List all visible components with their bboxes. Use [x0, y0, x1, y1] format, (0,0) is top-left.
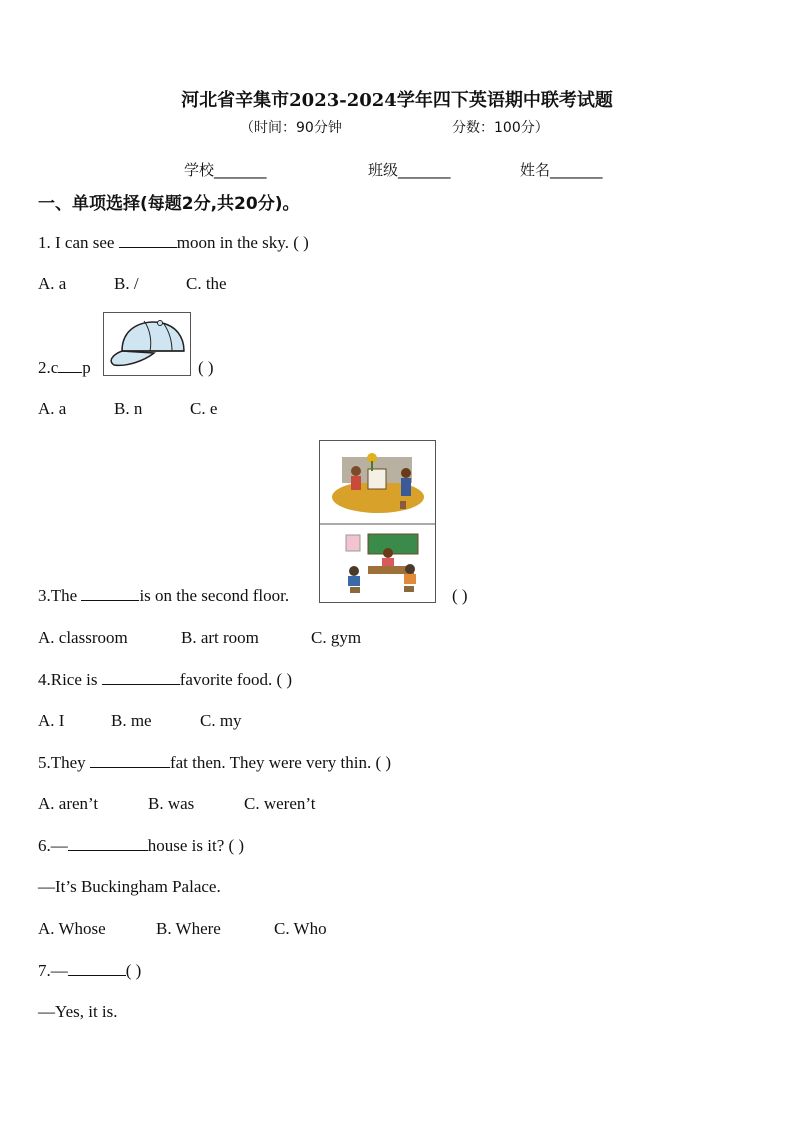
question-4: [38, 669, 292, 691]
question-6: [38, 835, 244, 857]
q2-paren: ( ): [198, 358, 214, 377]
question-1: [38, 232, 309, 254]
exam-title: 河北省辛集市2023-2024学年四下英语期中联考试题: [181, 90, 613, 111]
q3-images: [320, 441, 435, 602]
q3-blank: [81, 585, 139, 601]
q2-blank: [58, 357, 82, 373]
q6-options: [38, 918, 327, 940]
q5-text-a: 5.They: [38, 753, 90, 772]
cap-icon: [104, 313, 190, 375]
q5-option-a: A. aren’t: [38, 794, 99, 813]
q1-option-b: B. /: [114, 274, 139, 293]
q5-option-c: C. weren’t: [244, 794, 316, 813]
art-room-picture: [332, 453, 424, 513]
q7-blank: [68, 960, 126, 976]
q5-blank: [90, 752, 170, 768]
class-field: 班级_______: [368, 161, 451, 179]
q3-text-b: is on the second floor.: [139, 586, 290, 605]
q4-option-b: B. me: [111, 711, 152, 730]
q5-option-b: B. was: [148, 794, 195, 813]
school-field: 学校_______: [184, 161, 267, 179]
q2-option-c: C. e: [190, 399, 218, 418]
q7-text-a: 7.—: [38, 961, 68, 980]
section-heading: 一、单项选择(每题2分,共20分)。: [38, 194, 300, 214]
q6-text-b: house is it? ( ): [147, 836, 245, 855]
question-7: [38, 960, 141, 982]
q3-paren: ( ): [452, 586, 468, 605]
q4-options: [38, 710, 242, 732]
q1-text-a: 1. I can see: [38, 233, 119, 252]
name-field: 姓名_______: [520, 161, 603, 179]
q3-options: [38, 627, 361, 649]
q2-text-a: 2.c: [38, 358, 59, 377]
question-3: [38, 585, 289, 607]
q4-blank: [102, 669, 180, 685]
q7-text-b: ( ): [125, 961, 142, 980]
q4-option-a: A. I: [38, 711, 65, 730]
q5-text-b: fat then. They were very thin. ( ): [169, 753, 392, 772]
q3-image-frame: [319, 440, 436, 603]
q1-options: [38, 273, 227, 295]
q6-answer: —It’s Buckingham Palace.: [38, 877, 221, 896]
q6-option-a: A. Whose: [38, 919, 106, 938]
cap-image: [103, 312, 191, 376]
q6-text-a: 6.—: [38, 836, 68, 855]
classroom-picture: [346, 534, 418, 593]
q3-text-a: 3.The: [38, 586, 82, 605]
question-5: [38, 752, 391, 774]
q7-answer: —Yes, it is.: [38, 1002, 118, 1021]
q6-option-c: C. Who: [274, 919, 327, 938]
q1-option-a: A. a: [38, 274, 67, 293]
q6-option-b: B. Where: [156, 919, 221, 938]
q1-text-b: moon in the sky. ( ): [176, 233, 309, 252]
q2-option-a: A. a: [38, 399, 67, 418]
q3-option-c: C. gym: [311, 628, 362, 647]
exam-score: 分数：100分）: [452, 120, 549, 136]
q1-option-c: C. the: [186, 274, 227, 293]
q5-options: [38, 793, 315, 815]
question-2: [38, 357, 91, 379]
q1-blank: [119, 232, 177, 248]
q4-text-a: 4.Rice is: [38, 670, 102, 689]
q3-option-b: B. art room: [181, 628, 259, 647]
exam-time: （时间：90分钟: [240, 120, 342, 136]
q2-options: [38, 398, 217, 420]
q2-option-b: B. n: [114, 399, 143, 418]
q4-option-c: C. my: [200, 711, 242, 730]
q2-text-b: p: [82, 358, 91, 377]
q6-blank: [68, 835, 148, 851]
q3-option-a: A. classroom: [38, 628, 128, 647]
q4-text-b: favorite food. ( ): [179, 670, 293, 689]
